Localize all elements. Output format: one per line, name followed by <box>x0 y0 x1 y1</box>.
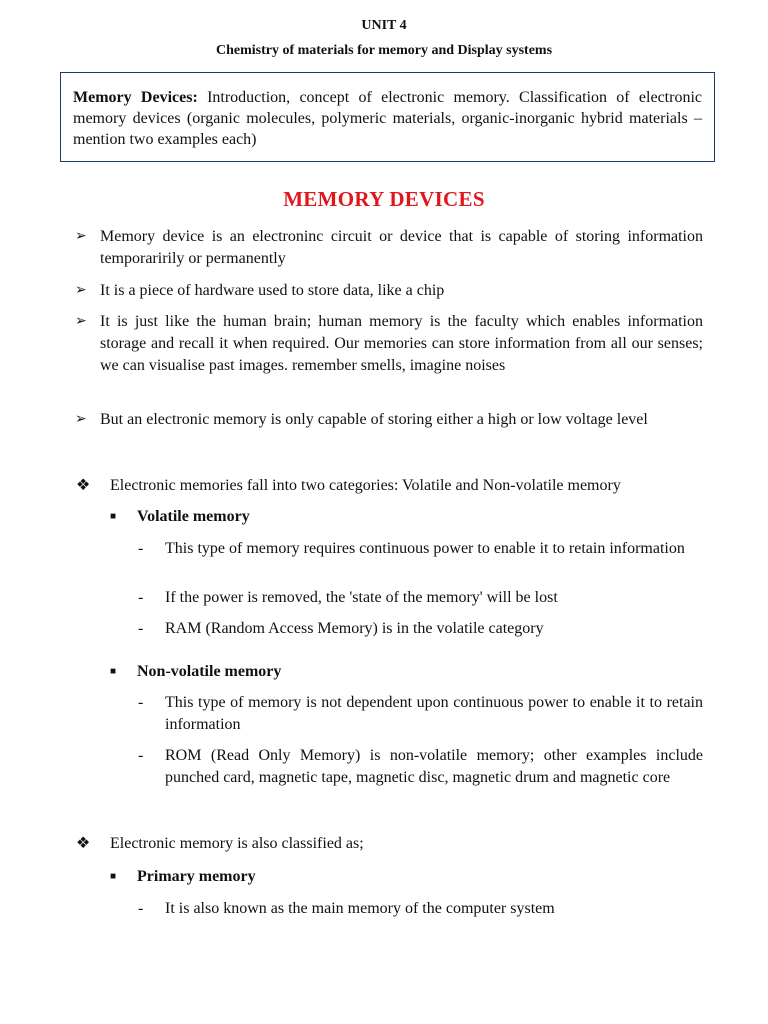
diamond-bullet-icon: ❖ <box>76 477 91 494</box>
square-bullet-icon: ■ <box>110 511 117 522</box>
syllabus-label: Memory Devices: <box>73 89 198 106</box>
dash-bullet-icon: - <box>138 620 144 637</box>
square-bullet-icon: ■ <box>110 666 117 677</box>
diamond-bullet-icon: ❖ <box>76 835 91 852</box>
dash-bullet-icon: - <box>138 694 144 711</box>
bullet-item: Memory device is an electroninc circuit or device that is capable of storing information temporaririly or permanently <box>100 228 703 267</box>
dash-bullet-icon: - <box>138 540 144 557</box>
arrow-bullet-icon: ➢ <box>75 229 87 244</box>
bullet-item: It is a piece of hardware used to store data, like a chip <box>100 282 445 299</box>
document-subtitle: Chemistry of materials for memory and Display systems <box>215 43 553 58</box>
dash-bullet-icon: - <box>138 747 144 764</box>
syllabus-box <box>60 72 715 162</box>
nonvolatile-point: This type of memory is not dependent upon continuous power to enable it to retain information <box>165 694 703 733</box>
volatile-point: RAM (Random Access Memory) is in the volatile category <box>165 620 544 637</box>
dash-bullet-icon: - <box>138 589 144 606</box>
square-bullet-icon: ■ <box>110 871 117 882</box>
syllabus-text: Introduction, concept of electronic memory. Classification of electronic memory devices (organic molecules, polymeric materials, organic-inorganic hybrid materials – mention two examples each) <box>73 89 702 148</box>
primary-heading: Primary memory <box>137 868 256 885</box>
arrow-bullet-icon: ➢ <box>75 412 87 427</box>
volatile-point: This type of memory requires continuous power to enable it to retain information <box>165 540 685 557</box>
section-title: MEMORY DEVICES <box>283 187 485 211</box>
dash-bullet-icon: - <box>138 900 144 917</box>
volatile-point: If the power is removed, the 'state of the memory' will be lost <box>165 589 558 606</box>
primary-point: It is also known as the main memory of the computer system <box>165 900 555 917</box>
classification-intro: Electronic memory is also classified as; <box>110 835 364 852</box>
bullet-item: It is just like the human brain; human memory is the faculty which enables information storage and recall it when required. Our memories can store information from all our senses; we can visualise past images. remember smells, imagine noises <box>100 313 703 374</box>
nonvolatile-point: ROM (Read Only Memory) is non-volatile memory; other examples include punched card, magnetic tape, magnetic disc, magnetic drum and magnetic core <box>165 747 703 786</box>
arrow-bullet-icon: ➢ <box>75 283 87 298</box>
bullet-item: But an electronic memory is only capable of storing either a high or low voltage level <box>100 411 648 428</box>
volatile-heading: Volatile memory <box>137 508 250 525</box>
categories-intro: Electronic memories fall into two categories: Volatile and Non-volatile memory <box>110 477 621 494</box>
unit-label: UNIT 4 <box>361 18 407 33</box>
nonvolatile-heading: Non-volatile memory <box>137 663 282 680</box>
arrow-bullet-icon: ➢ <box>75 314 87 329</box>
